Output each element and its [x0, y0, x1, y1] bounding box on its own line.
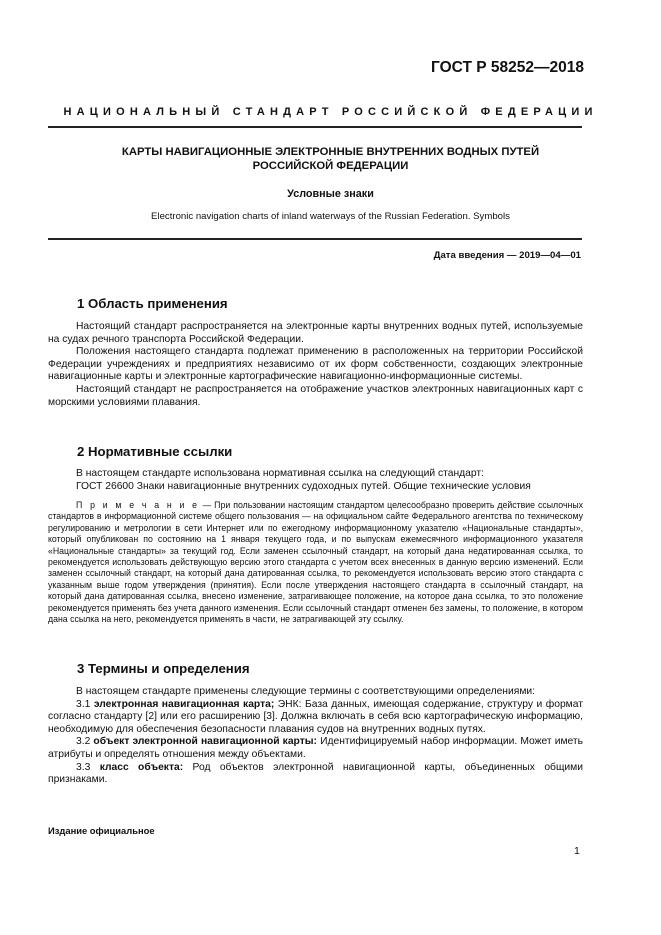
introduction-date: Дата введения — 2019—04—01: [433, 250, 581, 261]
paragraph: Положения настоящего стандарта подлежат применению в расположенных на территории Российской Федерации учреждениях и предприятиях независимо от их форм собственности, создающих электронные навигационные карты и электронные картографические навигационно-информационные системы.: [48, 346, 583, 383]
term-name: объект электронной навигационной карты:: [93, 736, 317, 748]
title-line-1: КАРТЫ НАВИГАЦИОННЫЕ ЭЛЕКТРОННЫЕ ВНУТРЕННИХ ВОДНЫХ ПУТЕЙ: [121, 146, 540, 158]
term-number: 3.2: [76, 736, 94, 748]
top-divider: [48, 126, 582, 128]
normative-reference: ГОСТ 26600 Знаки навигационные внутренних судоходных путей. Общие технические условия: [76, 480, 531, 492]
document-code: ГОСТ Р 58252—2018: [431, 59, 584, 76]
english-title: Electronic navigation charts of inland waterways of the Russian Federation. Symbols: [151, 211, 510, 222]
section-2-note: [48, 500, 583, 625]
note-text: — При пользовании настоящим стандартом целесообразно проверить действие ссылочных стандартов в информационной системе общего пользования — на официальном сайте Федерального агентства по техническому регулированию и метрологии в сети Интернет или по ежегодному информационному указателю «Национальные стандарты», который опубликован по состоянию на 1 января текущего года, и по выпускам ежемесячного информационного указателя «Национальные стандарты» за текущий год. Если заменен ссылочный стандарт, на который дана недатированная ссылка, то рекомендуется использовать действующую версию этого стандарта с учетом всех внесенных в данную версию изменений. Если заменен ссылочный стандарт, на который дана датированная ссылка, то рекомендуется использовать версию этого стандарта с указанным выше годом утверждения (принятия). Если после утверждения настоящего стандарта в ссылочный стандарт, на который дана датированная ссылка, внесено изменение, затрагивающее положение, на которое дана ссылка, то это положение рекомендуется применять без учета данного изменения. Если ссылочный стандарт отменен без замены, то положение, в котором дана ссылка на него, рекомендуется применять в части, не затрагивающей эту ссылку.: [48, 500, 583, 625]
note-label: П р и м е ч а н и е: [76, 500, 200, 510]
section-3-heading: 3 Термины и определения: [77, 661, 250, 676]
section-2-heading: 2 Нормативные ссылки: [77, 444, 233, 459]
term-name: класс объекта:: [99, 761, 184, 773]
official-edition-label: Издание официальное: [48, 825, 155, 836]
term-name: электронная навигационная карта;: [93, 698, 275, 710]
paragraph: Настоящий стандарт не распространяется на отображение участков электронных навигационных карт с морскими условиями плавания.: [48, 383, 583, 408]
term-entry: [48, 699, 583, 737]
term-number: 3.1: [76, 698, 94, 710]
document-subtitle: Условные знаки: [287, 188, 374, 200]
term-definition: ЭНК: База данных, имеющая содержание, структуру и формат согласно стандарту [2] или его расширению [3]. Должна включать в себя всю картографическую информацию, необходимую для обеспечения безопасности плавания судов на внутренних водных путях.: [48, 698, 583, 735]
paragraph: В настоящем стандарте применены следующие термины с соответствующими определениями:: [76, 686, 536, 697]
paragraph: В настоящем стандарте использована нормативная ссылка на следующий стандарт:: [76, 468, 484, 479]
paragraph: Настоящий стандарт распространяется на электронные карты внутренних водных путей, используемые на судах речного транспорта Российской Федерации.: [48, 321, 583, 345]
section-1-heading: 1 Область применения: [77, 296, 228, 311]
page-number: 1: [574, 845, 580, 857]
title-line-2: РОССИЙСКОЙ ФЕДЕРАЦИИ: [252, 160, 409, 172]
section-1-body: [48, 321, 583, 409]
section-3-body: [48, 686, 583, 787]
term-entry: [48, 736, 583, 761]
national-standard-banner: НАЦИОНАЛЬНЫЙ СТАНДАРТ РОССИЙСКОЙ ФЕДЕРАЦИИ: [63, 106, 598, 118]
section-2-body: [48, 468, 583, 493]
term-definition: Идентифицируемый набор информации. Может иметь атрибуты и определять отношения между объектами.: [48, 736, 584, 760]
title-divider: [48, 238, 582, 240]
term-number: 3.3: [76, 761, 100, 773]
document-title: [60, 145, 601, 173]
term-definition: Род объектов электронной навигационной карты, объединенных общими признаками.: [48, 761, 583, 786]
term-entry: [48, 762, 583, 787]
